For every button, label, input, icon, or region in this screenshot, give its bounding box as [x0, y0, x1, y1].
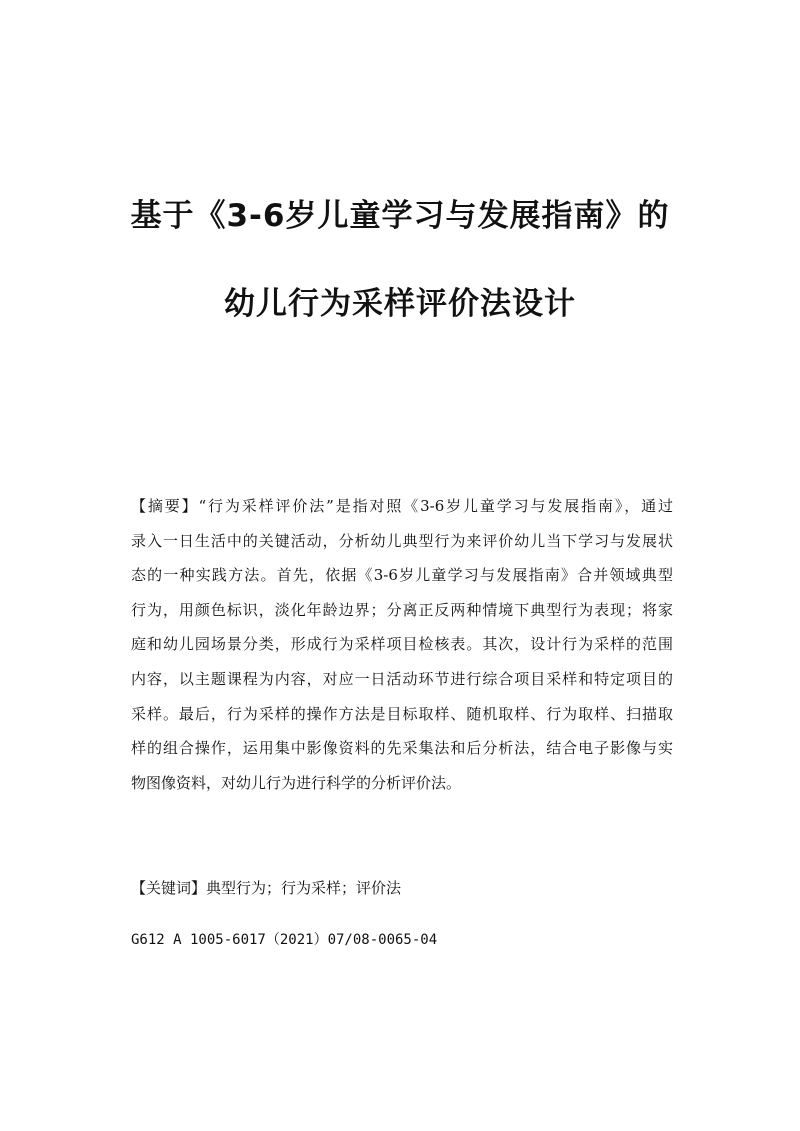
- abstract-line: 样的组合操作，运用集中影像资料的先采集法和后分析法，结合电子影像与实: [131, 739, 673, 758]
- abstract-line: 录入一日生活中的关键活动，分析幼儿典型行为来评价幼儿当下学习与发展状: [131, 531, 673, 550]
- classification-code: G612 A 1005-6017（2021）07/08-0065-04: [131, 932, 438, 948]
- abstract-line: 物图像资料，对幼儿行为进行科学的分析评价法。: [131, 773, 462, 792]
- abstract-line: 采样。最后，行为采样的操作方法是目标取样、随机取样、行为取样、扫描取: [131, 704, 673, 723]
- abstract-line: 【摘要】“行为采样评价法”是指对照《3-6岁儿童学习与发展指南》，通过: [131, 497, 673, 515]
- abstract-line: 态的一种实践方法。首先，依据《3-6岁儿童学习与发展指南》合并领域典型: [131, 566, 673, 585]
- abstract-line: 行为，用颜色标识，淡化年龄边界；分离正反两种情境下典型行为表现；将家: [131, 600, 673, 619]
- title-line-1: 基于《3-6岁儿童学习与发展指南》的: [130, 198, 670, 234]
- abstract-line: 内容，以主题课程为内容，对应一日活动环节进行综合项目采样和特定项目的: [131, 669, 673, 688]
- keywords: 【关键词】典型行为；行为采样；评价法: [131, 879, 402, 897]
- abstract-paragraph: [131, 489, 673, 800]
- title-line-2: 幼儿行为采样评价法设计: [224, 286, 576, 322]
- abstract-line: 庭和幼儿园场景分类，形成行为采样项目检核表。其次，设计行为采样的范围: [131, 635, 673, 654]
